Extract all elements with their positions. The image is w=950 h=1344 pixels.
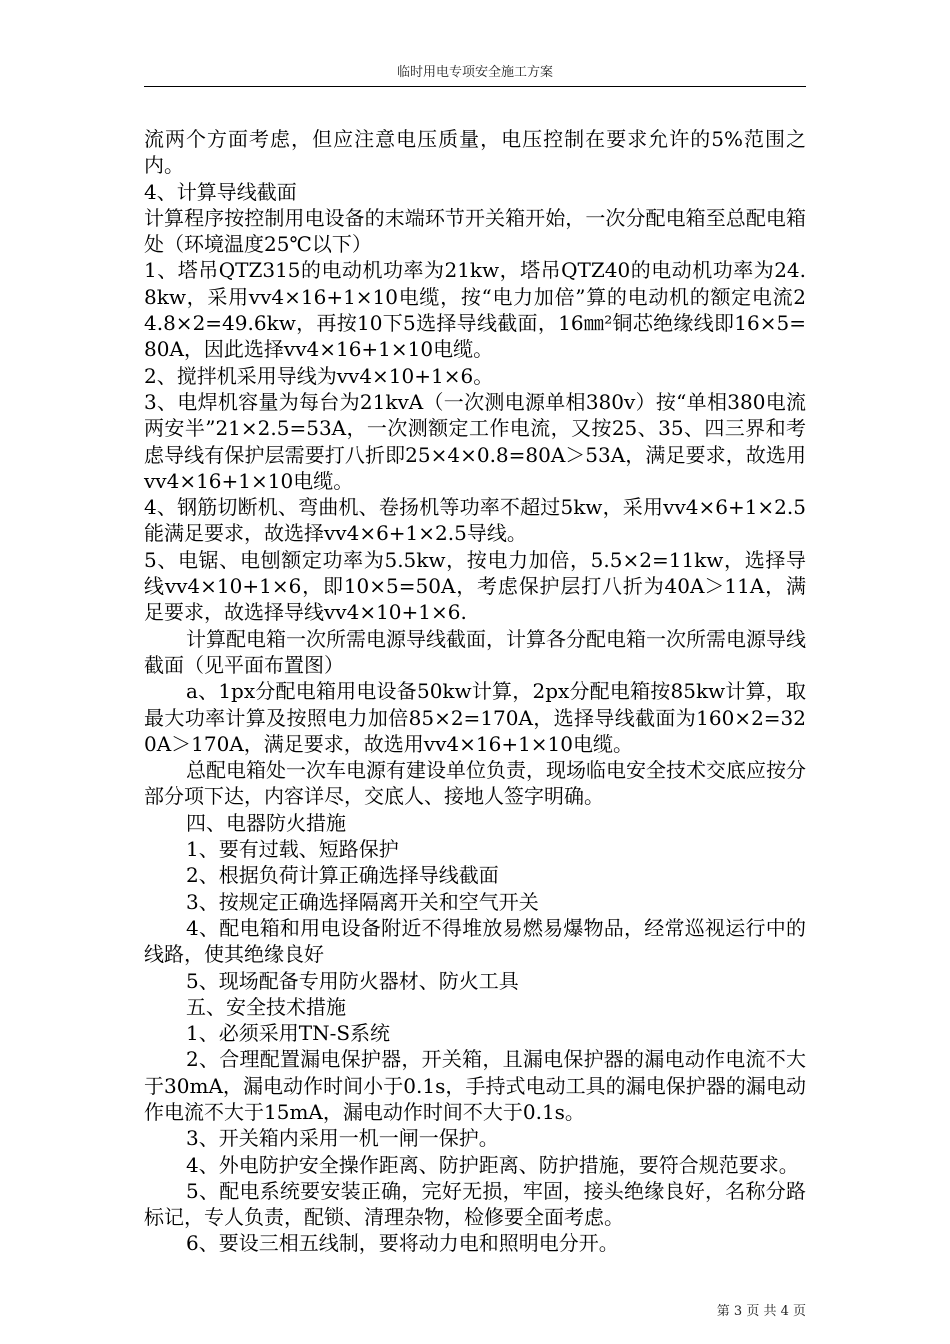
document-body: [144, 126, 806, 1257]
list-item: 3、开关箱内采用一机一闸一保护。: [186, 1126, 499, 1151]
list-item: 4、外电防护安全操作距离、防护距离、防护措施，要符合规范要求。: [186, 1152, 799, 1177]
paragraph: a、1px分配电箱用电设备50kw计算，2px分配电箱按85kw计算，取最大功率计算及按照电力加倍85×2=170A，选择导线截面为160×2=320A＞170A，满足要求，故选用vv4×16+1×10电缆。: [144, 679, 806, 756]
paragraph: 2、搅拌机采用导线为vv4×10+1×6。: [144, 363, 494, 388]
header-divider: [144, 86, 806, 87]
list-item: 3、按规定正确选择隔离开关和空气开关: [186, 889, 539, 914]
list-item: 6、要设三相五线制，要将动力电和照明电分开。: [186, 1231, 619, 1256]
paragraph: 5、电锯、电刨额定功率为5.5kw，按电力加倍，5.5×2=11kw，选择导线vv4×10+1×6，即10×5=50A，考虑保护层打八折为40A＞11A，满足要求，故选择导线vv4×10+1×6.: [144, 547, 806, 625]
paragraph: 4、钢筋切断机、弯曲机、卷扬机等功率不超过5kw，采用vv4×6+1×2.5能满足要求，故选择vv4×6+1×2.5导线。: [144, 495, 806, 546]
list-item: 1、要有过载、短路保护: [186, 837, 399, 862]
section-heading: 五、安全技术措施: [186, 994, 346, 1019]
paragraph: 计算配电箱一次所需电源导线截面，计算各分配电箱一次所需电源导线截面（见平面布置图）: [144, 626, 806, 677]
paragraph: 1、塔吊QTZ315的电动机功率为21kw，塔吊QTZ40的电动机功率为24.8kw，采用vv4×16+1×10电缆，按“电力加倍”算的电动机的额定电流24.8×2=49.6kw，再按10下5选择导线截面，16㎜²铜芯绝缘线即16×5=80A，因此选择vv4×16+1×10电缆。: [144, 258, 806, 362]
list-item: 4、配电箱和用电设备附近不得堆放易燃易爆物品，经常巡视运行中的线路，使其绝缘良好: [144, 915, 806, 967]
paragraph: 计算程序按控制用电设备的末端环节开关箱开始，一次分配电箱至总配电箱处（环境温度25℃以下）: [144, 205, 806, 257]
paragraph: 3、电焊机容量为每台为21kvA（一次测电源单相380v）按“单相380电流两安半”21×2.5=53A，一次测额定工作电流，又按25、35、四三界和考虑导线有保护层需要打八折即25×4×0.8=80A＞53A，满足要求，故选用vv4×16+1×10电缆。: [144, 389, 806, 493]
section-heading: 四、电器防火措施: [186, 810, 346, 835]
section-heading: 4、计算导线截面: [144, 179, 297, 204]
list-item: 2、根据负荷计算正确选择导线截面: [186, 863, 499, 888]
list-item: 5、现场配备专用防火器材、防火工具: [186, 968, 519, 993]
list-item: 2、合理配置漏电保护器，开关箱，且漏电保护器的漏电动作电流不大于30mA，漏电动作时间小于0.1s，手持式电动工具的漏电保护器的漏电动作电流不大于15mA，漏电动作时间不大于0.1s。: [144, 1047, 806, 1124]
list-item: 1、必须采用TN-S系统: [186, 1021, 391, 1046]
paragraph: 流两个方面考虑，但应注意电压质量，电压控制在要求允许的5%范围之内。: [144, 127, 806, 178]
paragraph: 总配电箱处一次车电源有建设单位负责，现场临电安全技术交底应按分部分项下达，内容详尽，交底人、接地人签字明确。: [144, 758, 806, 809]
page-number: 第 3 页 共 4 页: [716, 1304, 806, 1319]
list-item: 5、配电系统要安装正确，完好无损，牢固，接头绝缘良好，名称分路标记，专人负责，配锁、清理杂物，检修要全面考虑。: [144, 1178, 806, 1230]
page-header: 临时用电专项安全施工方案: [396, 65, 553, 80]
